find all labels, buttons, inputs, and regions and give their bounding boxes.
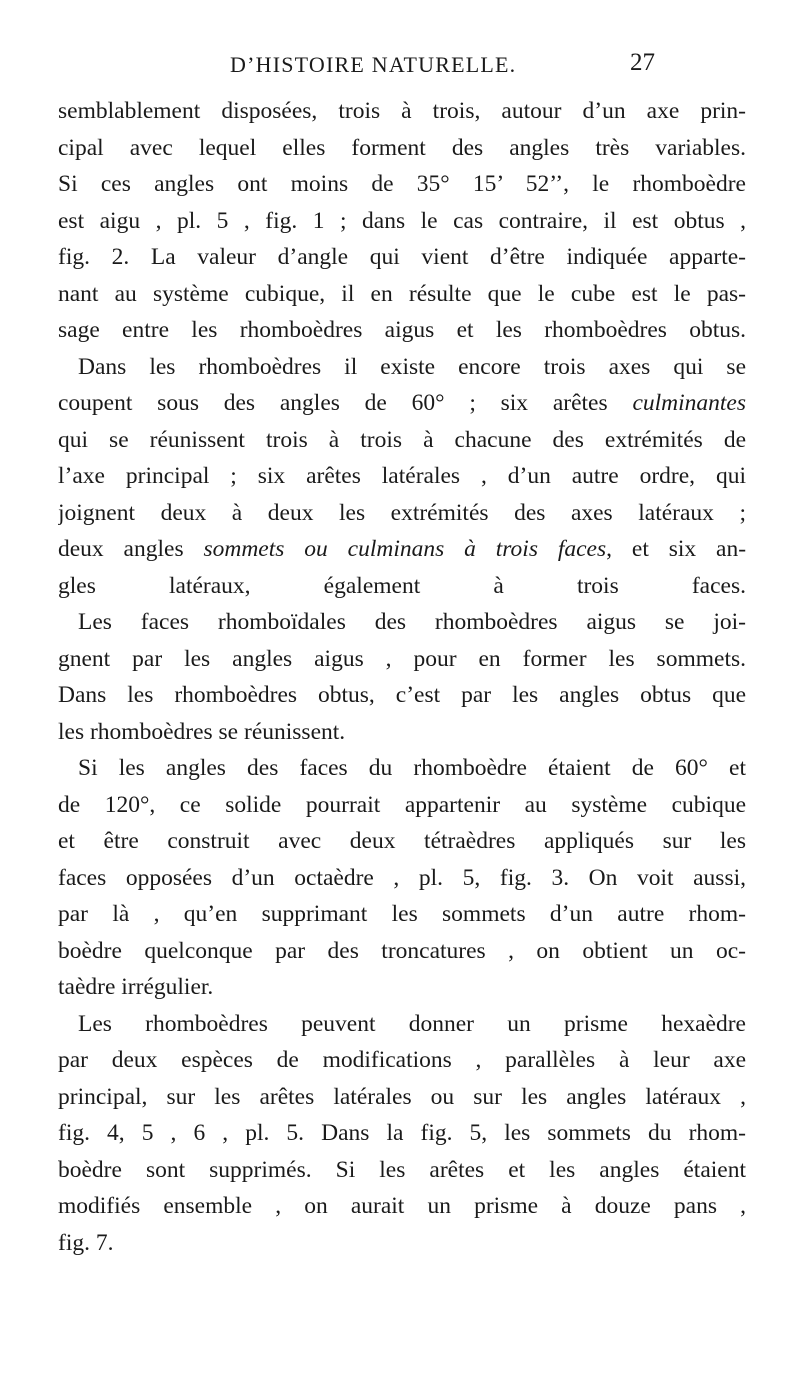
text-line: gnent par les angles aigus , pour en former les sommets. <box>58 645 746 672</box>
text-line: principal, sur les arêtes latérales ou sur les angles latéraux , <box>58 1083 746 1110</box>
page-number: 27 <box>630 49 655 76</box>
text-line: cipal avec lequel elles forment des angles très variables. <box>58 134 746 161</box>
text-line-with-italic <box>58 531 746 568</box>
text-line: par deux espèces de modifications , parallèles à leur axe <box>58 1047 746 1073</box>
text-line: Si les angles des faces du rhomboèdre étaient de 60° et <box>78 755 746 781</box>
text-line: boèdre quelconque par des troncatures , on obtient un oc- <box>58 937 746 964</box>
text-line: de 120°, ce solide pourrait appartenir au système cubique <box>58 791 746 818</box>
text-line: par là , qu’en supprimant les sommets d’un autre rhom- <box>58 901 746 927</box>
text-line-with-italic <box>58 385 746 422</box>
line-text: deux angles <box>58 536 184 562</box>
text-line: joignent deux à deux les extrémités des axes latéraux ; <box>58 499 746 526</box>
text-line: gles latéraux, également à trois faces. <box>58 572 746 599</box>
line-text: coupent sous des angles de 60° ; six arêtes <box>58 390 608 416</box>
text-line: Si ces angles ont moins de 35° 15’ 52’’, le rhomboèdre <box>58 171 746 197</box>
text-line: modifiés ensemble , on aurait un prisme à douze pans , <box>58 1193 746 1219</box>
text-line: fig. 2. La valeur d’angle qui vient d’être indiquée apparte- <box>58 244 746 270</box>
line-text-tail: , et six an- <box>606 536 746 562</box>
text-line: Les faces rhomboïdales des rhomboèdres aigus se joi- <box>78 609 746 635</box>
text-line: Les rhomboèdres peuvent donner un prisme hexaèdre <box>78 1010 746 1037</box>
body-text <box>58 93 746 1261</box>
text-line: Dans les rhomboèdres obtus, c’est par les angles obtus que <box>58 682 746 708</box>
text-line: qui se réunissent trois à trois à chacune des extrémités de <box>58 426 746 453</box>
text-line: taèdre irrégulier. <box>58 974 214 1000</box>
text-line: sage entre les rhomboèdres aigus et les rhomboèdres obtus. <box>58 317 746 343</box>
text-line: fig. 7. <box>58 1229 114 1256</box>
text-line: est aigu , pl. 5 , fig. 1 ; dans le cas contraire, il est obtus , <box>58 207 746 234</box>
text-line: l’axe principal ; six arêtes latérales , d’un autre ordre, qui <box>58 463 746 489</box>
text-line: Dans les rhomboèdres il existe encore trois axes qui se <box>78 353 746 380</box>
italic-term: culminantes <box>632 390 746 416</box>
text-line: semblablement disposées, trois à trois, autour d’un axe prin- <box>58 98 746 124</box>
text-line: et être construit avec deux tétraèdres appliqués sur les <box>58 828 746 854</box>
text-line: fig. 4, 5 , 6 , pl. 5. Dans la fig. 5, les sommets du rhom- <box>58 1120 746 1146</box>
text-line: nant au système cubique, il en résulte que le cube est le pas- <box>58 280 746 307</box>
text-line: boèdre sont supprimés. Si les arêtes et les angles étaient <box>58 1156 746 1183</box>
text-line: les rhomboèdres se réunissent. <box>58 718 346 745</box>
italic-term: sommets ou culminans à trois faces <box>203 536 607 562</box>
running-title: D’HISTOIRE NATURELLE. <box>230 52 517 77</box>
text-line: faces opposées d’un octaèdre , pl. 5, fig. 3. On voit aussi, <box>58 864 746 891</box>
